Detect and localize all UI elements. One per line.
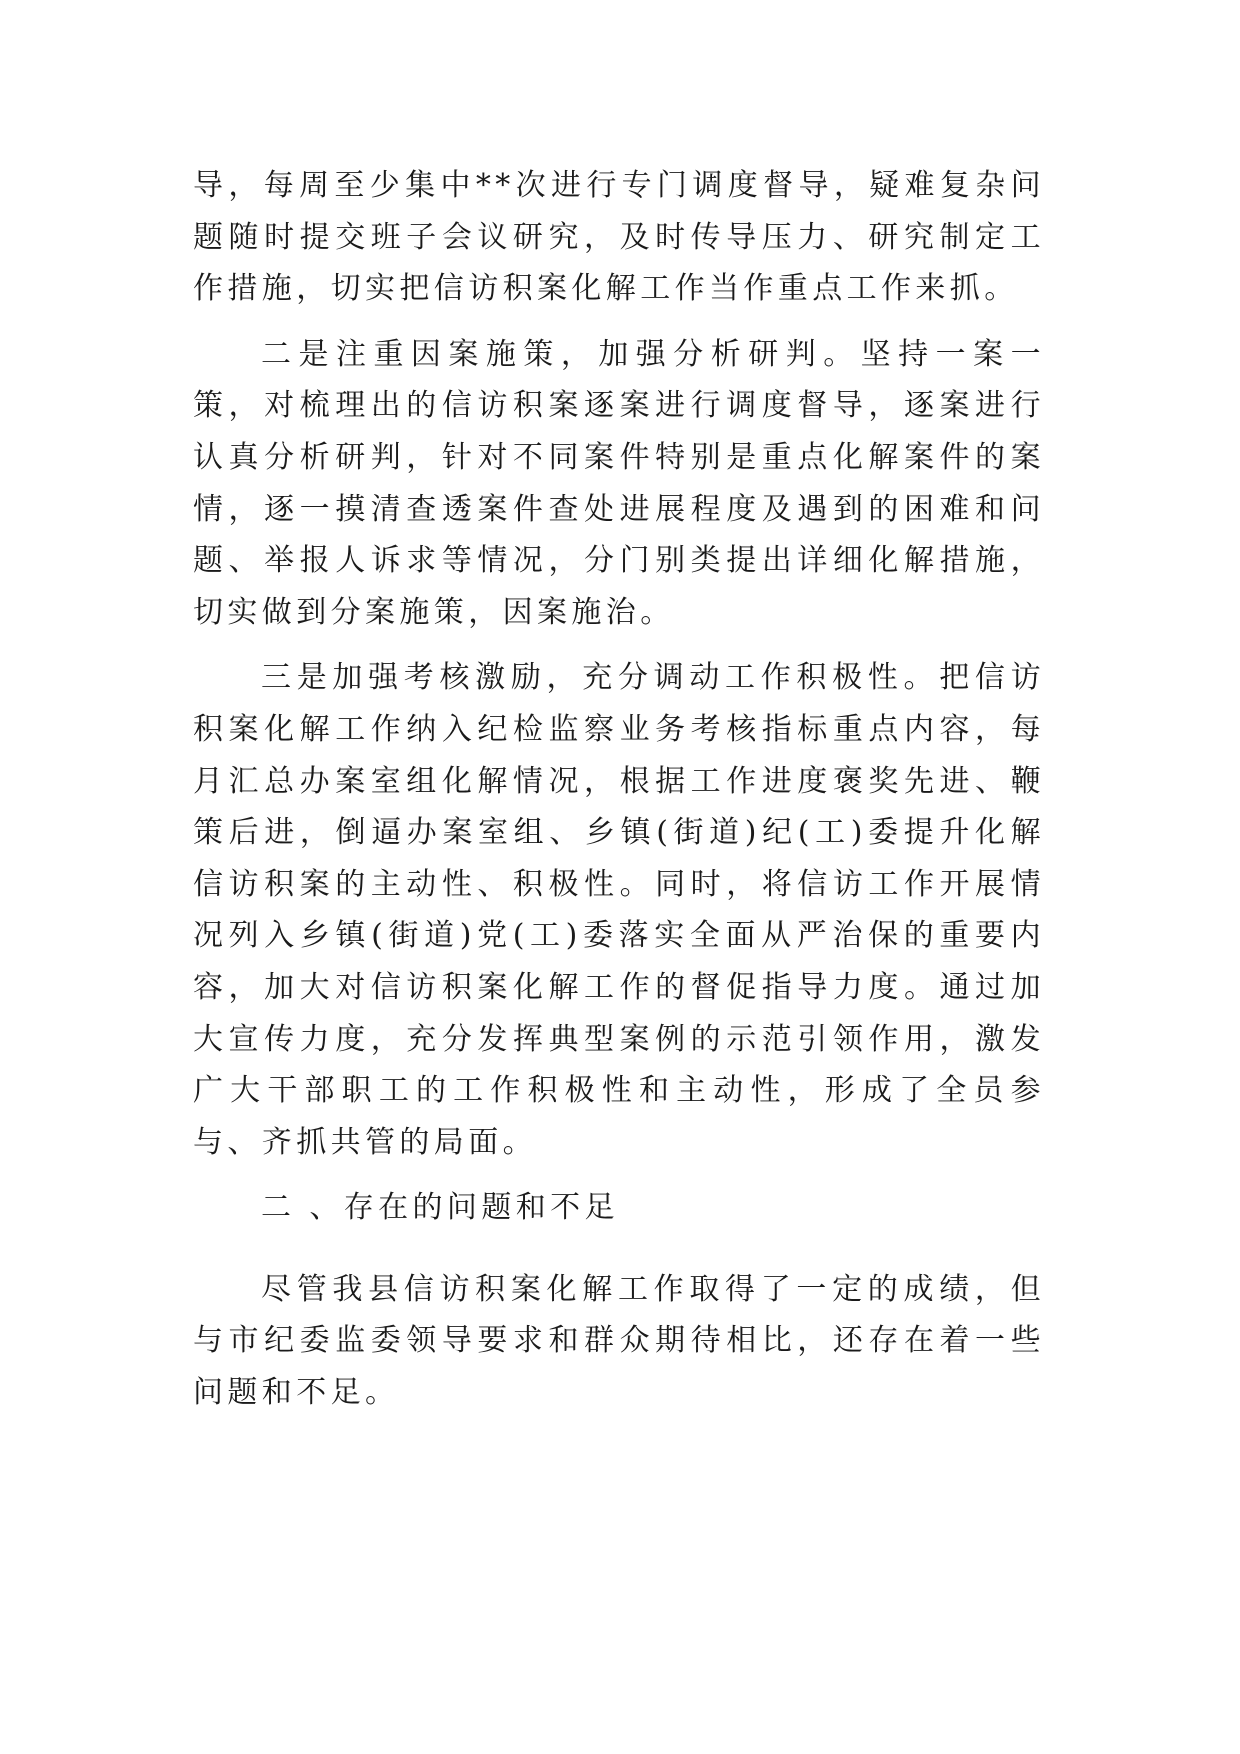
paragraph-problems-intro: 尽管我县信访积案化解工作取得了一定的成绩，但与市纪委监委领导要求和群众期待相比，还存在着一些问题和不足。 xyxy=(193,1271,1045,1411)
paragraph-assessment-incentive: 三是加强考核激励，充分调动工作积极性。把信访积案化解工作纳入纪检监察业务考核指标重点内容，每月汇总办案室组化解情况，根据工作进度褒奖先进、鞭策后进，倒逼办案室组、乡镇(街道)纪(工)委提升化解信访积案的主动性、积极性。同时，将信访工作开展情况列入乡镇(街道)党(工)委落实全面从严治保的重要内容，加大对信访积案化解工作的督促指导力度。通过加大宣传力度，充分发挥典型案例的示范引领作用，激发广大干部职工的工作积极性和主动性，形成了全员参与、齐抓共管的局面。 xyxy=(193,660,1045,1160)
paragraph-case-strategy: 二是注重因案施策，加强分析研判。坚持一案一策，对梳理出的信访积案逐案进行调度督导，逐案进行认真分析研判，针对不同案件特别是重点化解案件的案情，逐一摸清查透案件查处进展程度及遇到的困难和问题、举报人诉求等情况，分门别类提出详细化解措施，切实做到分案施策，因案施治。 xyxy=(193,336,1045,630)
paragraph-continuation: 导，每周至少集中**次进行专门调度督导，疑难复杂问题随时提交班子会议研究，及时传导压力、研究制定工作措施，切实把信访积案化解工作当作重点工作来抓。 xyxy=(193,168,1045,307)
section-heading-problems: 二 、存在的问题和不足 xyxy=(261,1190,619,1226)
document-page xyxy=(193,160,1045,1419)
